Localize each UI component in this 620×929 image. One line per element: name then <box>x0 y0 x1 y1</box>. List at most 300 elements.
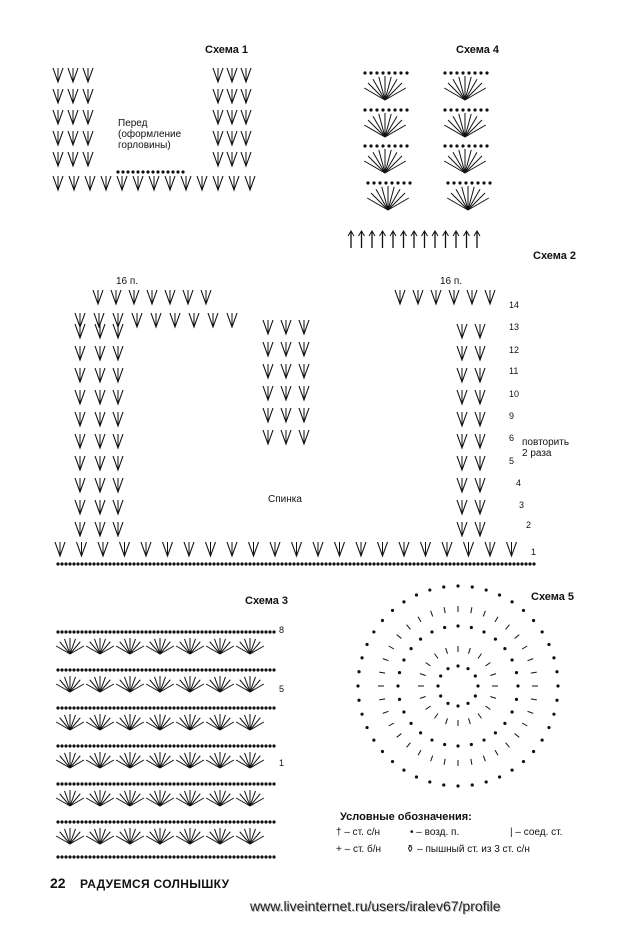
chain-stitch <box>204 820 207 823</box>
chain-stitch <box>76 630 79 633</box>
chain-stitch <box>528 562 531 565</box>
fan-stitch <box>240 680 250 692</box>
chain-stitch <box>470 181 473 184</box>
chain-stitch <box>236 706 239 709</box>
chain-stitch <box>240 744 243 747</box>
chain-stitch <box>552 713 555 716</box>
row-number: 4 <box>516 478 522 488</box>
fan-stitch <box>120 794 130 806</box>
chain-stitch <box>136 706 139 709</box>
legend-title: Условные обозначения: <box>340 811 472 823</box>
chain-stitch <box>248 562 251 565</box>
chain-stitch <box>120 855 123 858</box>
chain-stitch <box>116 170 119 173</box>
rose-stitch <box>434 654 438 659</box>
chain-stitch <box>405 71 408 74</box>
chain-stitch <box>439 694 442 697</box>
rose-stitch <box>531 699 537 700</box>
chain-stitch <box>172 855 175 858</box>
chain-stitch <box>60 706 63 709</box>
chain-stitch <box>200 668 203 671</box>
chain-stitch <box>204 668 207 671</box>
fan-stitch <box>220 680 230 692</box>
chain-stitch <box>476 684 479 687</box>
chain-stitch <box>399 71 402 74</box>
chain-stitch <box>116 668 119 671</box>
rose-stitch <box>397 635 402 639</box>
back-label: Спинка <box>268 494 302 505</box>
rose-stitch <box>407 743 411 748</box>
chain-stitch <box>268 855 271 858</box>
legend-item <box>410 827 459 838</box>
chain-stitch <box>192 630 195 633</box>
rose-stitch <box>506 625 510 630</box>
chain-stitch <box>160 630 163 633</box>
chain-stitch <box>393 71 396 74</box>
chain-stitch <box>446 181 449 184</box>
chain-stitch <box>156 744 159 747</box>
chain-stitch <box>443 71 446 74</box>
chain-stitch <box>136 855 139 858</box>
chain-stitch <box>100 668 103 671</box>
chain-stitch <box>108 782 111 785</box>
chain-stitch <box>344 562 347 565</box>
chain-stitch <box>108 668 111 671</box>
chain-stitch <box>288 562 291 565</box>
chain-stitch <box>96 855 99 858</box>
fan-stitch <box>60 680 70 692</box>
chain-stitch <box>212 820 215 823</box>
chain-stitch <box>510 600 513 603</box>
fan-stitch <box>240 642 250 654</box>
chain-stitch <box>404 562 407 565</box>
chain-stitch <box>164 706 167 709</box>
chain-stitch <box>120 744 123 747</box>
rose-stitch <box>515 734 520 738</box>
chain-stitch <box>152 630 155 633</box>
chain-stitch <box>256 668 259 671</box>
chain-stitch <box>64 562 67 565</box>
chain-stitch <box>256 562 259 565</box>
chain-stitch <box>272 855 275 858</box>
chain-stitch <box>398 698 401 701</box>
chain-stitch <box>184 855 187 858</box>
chain-stitch <box>284 562 287 565</box>
chain-stitch <box>390 181 393 184</box>
chain-stitch <box>151 170 154 173</box>
chain-stitch <box>212 855 215 858</box>
chain-stitch <box>388 562 391 565</box>
chain-stitch <box>104 706 107 709</box>
chain-stitch <box>72 744 75 747</box>
chain-stitch <box>96 668 99 671</box>
chain-stitch <box>212 668 215 671</box>
chain-stitch <box>184 668 187 671</box>
chain-stitch <box>64 744 67 747</box>
legend-item <box>336 827 380 838</box>
chain-stitch <box>144 562 147 565</box>
fan-stitch <box>100 756 110 768</box>
chain-stitch <box>60 820 63 823</box>
chain-stitch <box>464 181 467 184</box>
chain-stitch <box>224 706 227 709</box>
chain-stitch <box>152 706 155 709</box>
chain-stitch <box>192 706 195 709</box>
chain-stitch <box>494 731 497 734</box>
rose-stitch <box>515 635 520 639</box>
chain-stitch <box>88 668 91 671</box>
chain-stitch <box>80 668 83 671</box>
chain-stitch <box>56 782 59 785</box>
fan-stitch <box>220 832 230 844</box>
chain-stitch <box>232 782 235 785</box>
chain-stitch <box>216 820 219 823</box>
chain-stitch <box>88 782 91 785</box>
rose-stitch <box>407 625 411 630</box>
fan-stitch <box>160 756 170 768</box>
chain-stitch <box>156 820 159 823</box>
chain-stitch <box>252 630 255 633</box>
scheme-5-title: Схема 5 <box>531 591 575 603</box>
chain-stitch <box>92 855 95 858</box>
chain-stitch <box>176 744 179 747</box>
chain-stitch <box>60 562 63 565</box>
chain-stitch <box>56 855 59 858</box>
chain-stitch <box>56 820 59 823</box>
chain-stitch <box>268 630 271 633</box>
chain-stitch <box>220 630 223 633</box>
chain-stitch <box>381 71 384 74</box>
chain-stitch <box>372 181 375 184</box>
chain-stitch <box>188 744 191 747</box>
chain-stitch <box>176 706 179 709</box>
chain-stitch <box>369 144 372 147</box>
chain-stitch <box>256 706 259 709</box>
chain-stitch <box>132 855 135 858</box>
legend-text: – возд. п. <box>416 827 460 838</box>
fan-stitch <box>120 642 130 654</box>
chain-stitch <box>485 144 488 147</box>
chain-stitch <box>116 782 119 785</box>
row-number: 6 <box>509 433 515 443</box>
chain-stitch <box>96 744 99 747</box>
chain-stitch <box>332 562 335 565</box>
chain-stitch <box>387 108 390 111</box>
chain-stitch <box>402 658 405 661</box>
chain-stitch <box>216 706 219 709</box>
chain-stitch <box>196 820 199 823</box>
chain-stitch <box>224 782 227 785</box>
chain-stitch <box>220 706 223 709</box>
chain-stitch <box>84 706 87 709</box>
chain-stitch <box>504 562 507 565</box>
chain-stitch <box>108 744 111 747</box>
chain-stitch <box>192 782 195 785</box>
chain-stitch <box>212 630 215 633</box>
chain-stitch <box>200 820 203 823</box>
chain-stitch <box>164 855 167 858</box>
chain-stitch <box>108 855 111 858</box>
chain-stitch <box>256 782 259 785</box>
fan-stitch <box>180 680 190 692</box>
chain-stitch <box>84 562 87 565</box>
chain-stitch <box>76 855 79 858</box>
fan-stitch <box>120 718 130 730</box>
chain-stitch <box>468 562 471 565</box>
chain-stitch <box>76 562 79 565</box>
chain-stitch <box>485 588 488 591</box>
chain-stitch <box>364 562 367 565</box>
chain-stitch <box>503 647 506 650</box>
chain-stitch <box>244 562 247 565</box>
chain-stitch <box>443 108 446 111</box>
scheme-4-title: Схема 4 <box>456 44 500 56</box>
chain-stitch <box>252 855 255 858</box>
fan-stitch <box>190 794 200 806</box>
chain-stitch <box>236 630 239 633</box>
chain-stitch <box>108 820 111 823</box>
chain-stitch <box>148 706 151 709</box>
chain-stitch <box>192 855 195 858</box>
chain-stitch <box>184 562 187 565</box>
chain-stitch <box>188 630 191 633</box>
chain-stitch <box>232 855 235 858</box>
chain-stitch <box>72 706 75 709</box>
chain-stitch <box>252 744 255 747</box>
chain-stitch <box>240 820 243 823</box>
chain-stitch <box>372 630 375 633</box>
chain-stitch <box>356 562 359 565</box>
chain-stitch <box>485 780 488 783</box>
chain-stitch <box>68 562 71 565</box>
chain-stitch <box>248 630 251 633</box>
rose-stitch <box>397 734 402 738</box>
fan-stitch <box>70 794 80 806</box>
chain-stitch <box>240 630 243 633</box>
chain-stitch <box>152 820 155 823</box>
chain-stitch <box>408 562 411 565</box>
chain-stitch <box>272 820 275 823</box>
chain-stitch <box>260 782 263 785</box>
chain-stitch <box>116 706 119 709</box>
chain-stitch <box>393 144 396 147</box>
chain-stitch <box>485 108 488 111</box>
chain-stitch <box>488 181 491 184</box>
chain-stitch <box>508 562 511 565</box>
chain-stitch <box>240 668 243 671</box>
chain-stitch <box>236 668 239 671</box>
chain-stitch <box>60 782 63 785</box>
chain-stitch <box>408 181 411 184</box>
chain-stitch <box>494 637 497 640</box>
chain-stitch <box>176 820 179 823</box>
fan-stitch <box>160 718 170 730</box>
chain-stitch <box>80 562 83 565</box>
chain-stitch <box>405 144 408 147</box>
chain-stitch <box>522 609 525 612</box>
chain-stitch <box>452 562 455 565</box>
chain-stitch <box>470 743 473 746</box>
chain-stitch <box>449 144 452 147</box>
chain-stitch <box>80 744 83 747</box>
rose-stitch <box>522 723 527 726</box>
row-number: 1 <box>279 758 285 768</box>
chain-stitch <box>112 706 115 709</box>
fan-stitch <box>150 756 160 768</box>
chain-stitch <box>357 670 360 673</box>
chain-stitch <box>479 71 482 74</box>
chain-stitch <box>396 684 399 687</box>
chain-stitch <box>256 820 259 823</box>
chain-stitch <box>172 744 175 747</box>
chain-stitch <box>196 782 199 785</box>
chain-stitch <box>399 108 402 111</box>
chain-stitch <box>92 630 95 633</box>
rose-stitch <box>531 672 537 673</box>
chain-stitch <box>492 562 495 565</box>
chain-stitch <box>160 855 163 858</box>
chain-stitch <box>510 658 513 661</box>
chain-stitch <box>128 562 131 565</box>
chain-stitch <box>384 181 387 184</box>
chain-stitch <box>72 562 75 565</box>
chain-stitch <box>248 820 251 823</box>
chain-stitch <box>360 656 363 659</box>
chain-stitch <box>88 744 91 747</box>
chain-stitch <box>228 782 231 785</box>
chain-stitch <box>108 562 111 565</box>
chain-stitch <box>515 671 518 674</box>
chain-stitch <box>104 744 107 747</box>
chain-stitch <box>264 706 267 709</box>
dc-symbol-icon: † <box>336 827 342 838</box>
fan-stitch <box>60 756 70 768</box>
chain-stitch <box>473 144 476 147</box>
chain-stitch <box>500 562 503 565</box>
chain-stitch <box>348 562 351 565</box>
puff-stitch-symbol-icon: ⚱ <box>406 844 415 855</box>
chain-stitch <box>228 630 231 633</box>
chain-stitch <box>136 668 139 671</box>
chain-stitch <box>144 820 147 823</box>
chain-stitch <box>428 780 431 783</box>
chain-stitch <box>60 744 63 747</box>
chain-stitch <box>131 170 134 173</box>
chain-stitch <box>64 706 67 709</box>
chain-stitch <box>260 706 263 709</box>
chain-stitch <box>76 820 79 823</box>
chain-stitch <box>204 855 207 858</box>
chain-stitch <box>375 144 378 147</box>
chain-stitch <box>168 820 171 823</box>
chain-stitch <box>156 706 159 709</box>
chain-stitch <box>352 562 355 565</box>
chain-stitch <box>232 744 235 747</box>
chain-stitch <box>180 782 183 785</box>
chain-stitch <box>112 630 115 633</box>
chain-stitch <box>60 855 63 858</box>
chain-stitch <box>240 706 243 709</box>
rose-stitch <box>383 659 389 661</box>
chain-stitch <box>512 562 515 565</box>
chain-stitch <box>108 706 111 709</box>
chain-stitch <box>152 668 155 671</box>
chain-stitch <box>378 181 381 184</box>
rose-stitch <box>478 654 482 659</box>
chain-stitch <box>467 71 470 74</box>
chain-stitch <box>196 855 199 858</box>
row-number: 1 <box>531 547 537 557</box>
chain-stitch <box>160 820 163 823</box>
chain-stitch <box>471 783 474 786</box>
rose-stitch <box>528 659 534 661</box>
chain-stitch <box>228 668 231 671</box>
chain-stitch <box>56 706 59 709</box>
chain-stitch <box>402 710 405 713</box>
row-number: 9 <box>509 411 515 421</box>
chain-stitch <box>430 630 433 633</box>
chain-stitch <box>128 820 131 823</box>
chain-stitch <box>116 562 119 565</box>
fan-stitch <box>190 680 200 692</box>
chain-stitch <box>156 170 159 173</box>
chain-stitch <box>108 630 111 633</box>
chain-stitch <box>268 706 271 709</box>
chain-stitch <box>96 706 99 709</box>
rose-stitch <box>389 646 394 649</box>
chain-stitch <box>68 782 71 785</box>
chain-stitch <box>381 108 384 111</box>
fan-stitch <box>100 642 110 654</box>
chain-stitch <box>168 744 171 747</box>
chain-stitch <box>224 820 227 823</box>
chain-stitch <box>252 820 255 823</box>
chain-stitch <box>136 820 139 823</box>
chain-stitch <box>455 144 458 147</box>
chain-stitch <box>200 630 203 633</box>
chain-stitch <box>124 706 127 709</box>
chain-stitch <box>188 706 191 709</box>
rose-stitch <box>389 723 394 726</box>
chain-stitch <box>248 855 251 858</box>
fan-stitch <box>190 756 200 768</box>
chain-stitch <box>148 630 151 633</box>
fan-stitch <box>160 832 170 844</box>
chain-stitch <box>68 744 71 747</box>
chain-stitch <box>172 782 175 785</box>
chain-stitch <box>96 630 99 633</box>
chain-stitch <box>440 562 443 565</box>
chain-stitch <box>196 706 199 709</box>
chain-stitch <box>212 744 215 747</box>
chain-stitch <box>112 744 115 747</box>
page-number: 22 <box>50 875 66 891</box>
chain-stitch <box>456 704 459 707</box>
chain-stitch <box>152 855 155 858</box>
chain-stitch <box>141 170 144 173</box>
chain-stitch <box>184 744 187 747</box>
chain-stitch <box>156 855 159 858</box>
chain-stitch <box>312 562 315 565</box>
chain-stitch <box>164 820 167 823</box>
chain-stitch <box>264 668 267 671</box>
chain-stitch <box>384 562 387 565</box>
chain-stitch <box>84 782 87 785</box>
chain-stitch <box>184 782 187 785</box>
chain-stitch <box>228 820 231 823</box>
chain-stitch <box>375 71 378 74</box>
chain-stitch <box>496 562 499 565</box>
